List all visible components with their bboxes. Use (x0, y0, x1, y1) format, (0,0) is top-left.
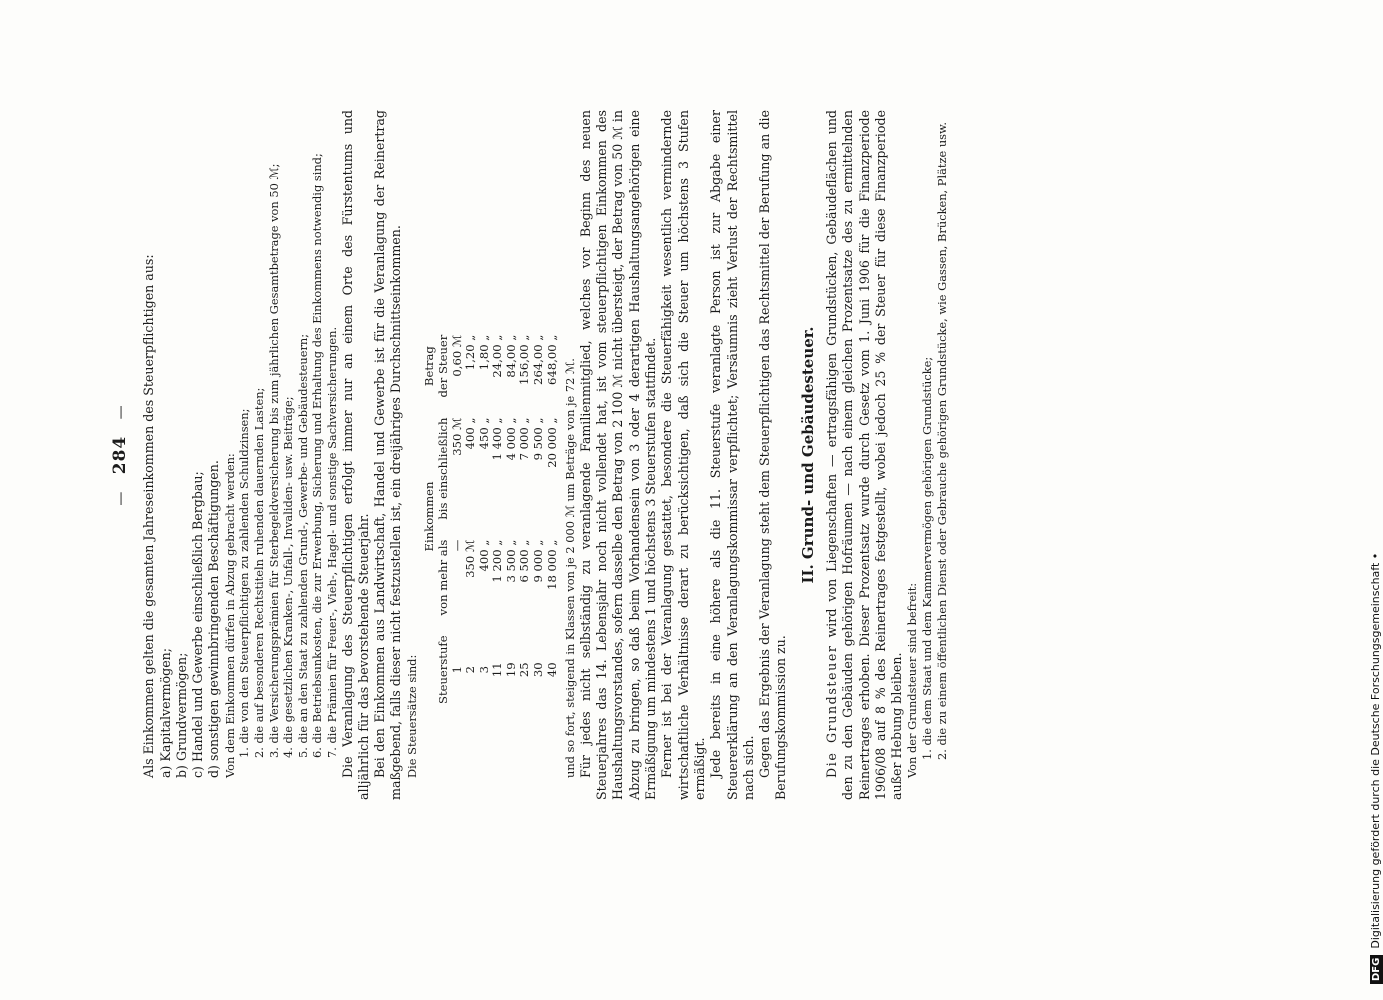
grundsteuer-lead: Die Grundsteuer (824, 644, 839, 778)
paragraph-reinertrag: Bei den Einkommen aus Landwirtschaft, Handel und Gewerbe ist für die Veranlagung der Reinertrag maßgebend, falls dieser nicht festzustellen ist, ein dreijähriges Durchschnittseinkommen. (372, 110, 404, 800)
column-header: der Steuer (435, 334, 450, 398)
cell-von: 18 000 „ (544, 539, 559, 590)
paragraph-grundsteuer (824, 110, 905, 800)
table-row (532, 325, 546, 714)
table-row (546, 325, 560, 714)
cell-steuer: 156,00 „ (517, 334, 532, 385)
cell-steuer: 648,00 „ (544, 334, 559, 385)
table-row (478, 325, 492, 714)
paragraph-berufung: Gegen das Ergebnis der Veranlagung steht dem Steuerpflichtigen das Rechtsmittel der Berufung an die Berufungskommission zu. (757, 110, 789, 800)
cell-bis: 4 000 „ (503, 417, 518, 461)
cell-stufe: 3 (476, 666, 491, 674)
credit-text: Digitalisierung gefördert durch die Deutsche Forschungsgemeinschaft • (1369, 552, 1382, 949)
column-header: Steuerstufe (435, 635, 450, 704)
cell-bis: 400 „ (463, 417, 478, 450)
paragraph-stufe11: Jede bereits in eine höhere als die 11. Steuerstufe veranlagte Person ist zur Abgabe einer Steuererklärung an den Veranlagungskommissar verpflichtet; Versäumnis zieht Verlust der Rechtsmittel nach sich. (708, 110, 756, 800)
paragraph-familie: Für jedes nicht selbständig zu veranlagende Familienmitglied, welches vor Beginn des neuen Steuerjahres das 14. Lebensjahr noch nicht vollendet hat, ist vom steuerpflichtigen Einkommen des Haushaltungsvorstandes, sofern dasselbe den Betrag von 2 100 ℳ nicht übersteigt, der Betrag von 50 ℳ in Abzug zu bringen, so daß beim Vorhandensein von 3 oder 4 derartigen Haushaltungsangehörigen eine Ermäßigung um mindestens 1 und höchstens 3 Steuerstufen stattfindet. (577, 110, 659, 800)
table-header-row (437, 325, 451, 714)
cell-stufe: 30 (531, 662, 546, 678)
list-item: 2. die auf besonderen Rechtstiteln ruhenden dauernden Lasten; (251, 387, 266, 758)
table-header-row (423, 325, 437, 714)
cell-bis: 7 000 „ (517, 417, 532, 461)
cell-steuer: 0,60 ℳ (449, 334, 464, 377)
list-item: 4. die gesetzlichen Kranken-, Unfall-, Invaliden- usw. Beiträge; (281, 396, 296, 758)
dfg-logo: DFG (1370, 955, 1383, 984)
cell-von: 1 200 „ (490, 539, 505, 583)
list-item: c) Handel und Gewerbe einschließlich Bergbau; (190, 471, 206, 778)
header-dash-left: — (113, 490, 129, 506)
column-header: von mehr als (435, 539, 450, 616)
list-item: 2. die zu einem öffentlichen Dienst oder Gebrauche gehörigen Grundstücke, wie Gassen, Brücken, Plätze usw. (934, 121, 949, 760)
column-header: bis einschließlich (435, 417, 450, 520)
exemptions-block (905, 110, 949, 800)
table-row (491, 325, 505, 714)
cell-stufe: 25 (517, 662, 532, 678)
deductions-block (223, 110, 340, 800)
tariff-rows (451, 325, 560, 714)
exemptions-intro: Von der Grundsteuer sind befreit: (905, 582, 920, 778)
cell-steuer: 84,00 „ (503, 334, 518, 378)
cell-bis: 350 ℳ (449, 417, 464, 456)
deductions-intro: Von dem Einkommen dürfen in Abzug gebracht werden: (222, 453, 237, 778)
page-content (112, 110, 949, 800)
cell-von: — (449, 539, 464, 552)
list-item: d) sonstigen gewinnbringenden Beschäftigungen. (206, 460, 222, 778)
table-row (518, 325, 532, 714)
cell-bis: 450 „ (476, 417, 491, 450)
income-sources-list (158, 110, 223, 800)
paragraph-ferner: Ferner ist bei der Veranlagung gestattet, besondere die Steuerfähigkeit wesentlich vermindernde wirtschaftliche Verhältnisse derart zu berücksichtigen, daß sich die Steuer um höchstens 3 Stufen ermäßigt. (659, 110, 707, 800)
cell-steuer: 264,00 „ (531, 334, 546, 385)
list-item: 6. die Betriebsunkosten, die zur Erwerbung, Sicherung und Erhaltung des Einkommens notwendig sind; (310, 153, 325, 758)
cell-stufe: 40 (544, 662, 559, 678)
cell-bis: 1 400 „ (490, 417, 505, 461)
grundsteuer-text: wird von Liegenschaften — ertragsfähigen Grundstücken, Gebäudeflächen und den zu den Gebäuden gehörigen Hofräumen — nach einem gleichen Prozentsatze des zu ermittelnden Reinertrages erhoben. Dieser Prozentsatz wurde durch Gesetz vom 1. Juni 1906 für die Finanzperiode 1906/08 auf 8 % des Reinertrages festgestellt, wobei jedoch 25 % der Steuer für diese Finanzperiode außer Hebung bleiben. (824, 110, 905, 800)
page-header (112, 110, 129, 800)
paragraph-veranlagung: Die Veranlagung des Steuerpflichtigen erfolgt immer nur an einem Orte des Fürstentums und alljährlich für das bevorstehende Steuerjahr. (339, 110, 371, 800)
table-row (464, 325, 478, 714)
cell-von: 6 500 „ (517, 539, 532, 583)
header-betrag: Betrag (422, 346, 437, 387)
list-item: 1. die von den Steuerpflichtigen zu zahlenden Schuldzinsen; (237, 408, 252, 758)
cell-stufe: 1 (449, 666, 464, 674)
cell-steuer: 1,80 „ (476, 334, 491, 371)
table-row (505, 325, 519, 714)
cell-bis: 20 000 „ (544, 417, 559, 468)
cell-bis: 9 500 „ (531, 417, 546, 461)
list-item: b) Grundvermögen; (173, 652, 189, 778)
cell-stufe: 2 (463, 666, 478, 674)
cell-steuer: 1,20 „ (463, 334, 478, 371)
cell-von: 400 „ (476, 539, 491, 572)
page-number: 284 (110, 435, 130, 475)
list-item: 5. die an den Staat zu zahlenden Grund-, Gewerbe- und Gebäudesteuern; (295, 333, 310, 758)
cell-von: 3 500 „ (503, 539, 518, 583)
cell-stufe: 19 (503, 662, 518, 678)
cell-stufe: 11 (490, 662, 505, 678)
intro-paragraph: Als Einkommen gelten die gesamten Jahreseinkommen des Steuerpflichtigen aus: (141, 254, 157, 778)
cell-steuer: 24,00 „ (490, 334, 505, 378)
header-income: Einkommen (422, 481, 437, 552)
list-item: 7. die Prämien für Feuer-, Vieh-, Hagel- und sonstige Sachversicherungen. (324, 326, 339, 758)
header-dash-right: — (113, 404, 129, 420)
tariff-label: Die Steuersätze sind: (404, 654, 419, 778)
list-item: a) Kapitalvermögen; (157, 647, 173, 778)
cell-von: 9 000 „ (531, 539, 546, 583)
cell-von: 350 ℳ (463, 539, 478, 578)
digitization-credit (1366, 24, 1383, 984)
list-item: 3. die Versicherungsprämien für Sterbegeldversicherung bis zum jährlichen Gesamtbetrage von 50 ℳ; (266, 163, 281, 758)
list-item: 1. die dem Staat und dem Kammervermögen gehörigen Grundstücke; (920, 356, 935, 760)
tariff-table (423, 325, 559, 714)
tariff-note: und so fort, steigend in Klassen von je 2 000 ℳ um Beträge von je 72 ℳ. (563, 358, 578, 778)
section-heading: II. Grund- und Gebäudesteuer. (798, 326, 817, 584)
table-row (451, 325, 465, 714)
